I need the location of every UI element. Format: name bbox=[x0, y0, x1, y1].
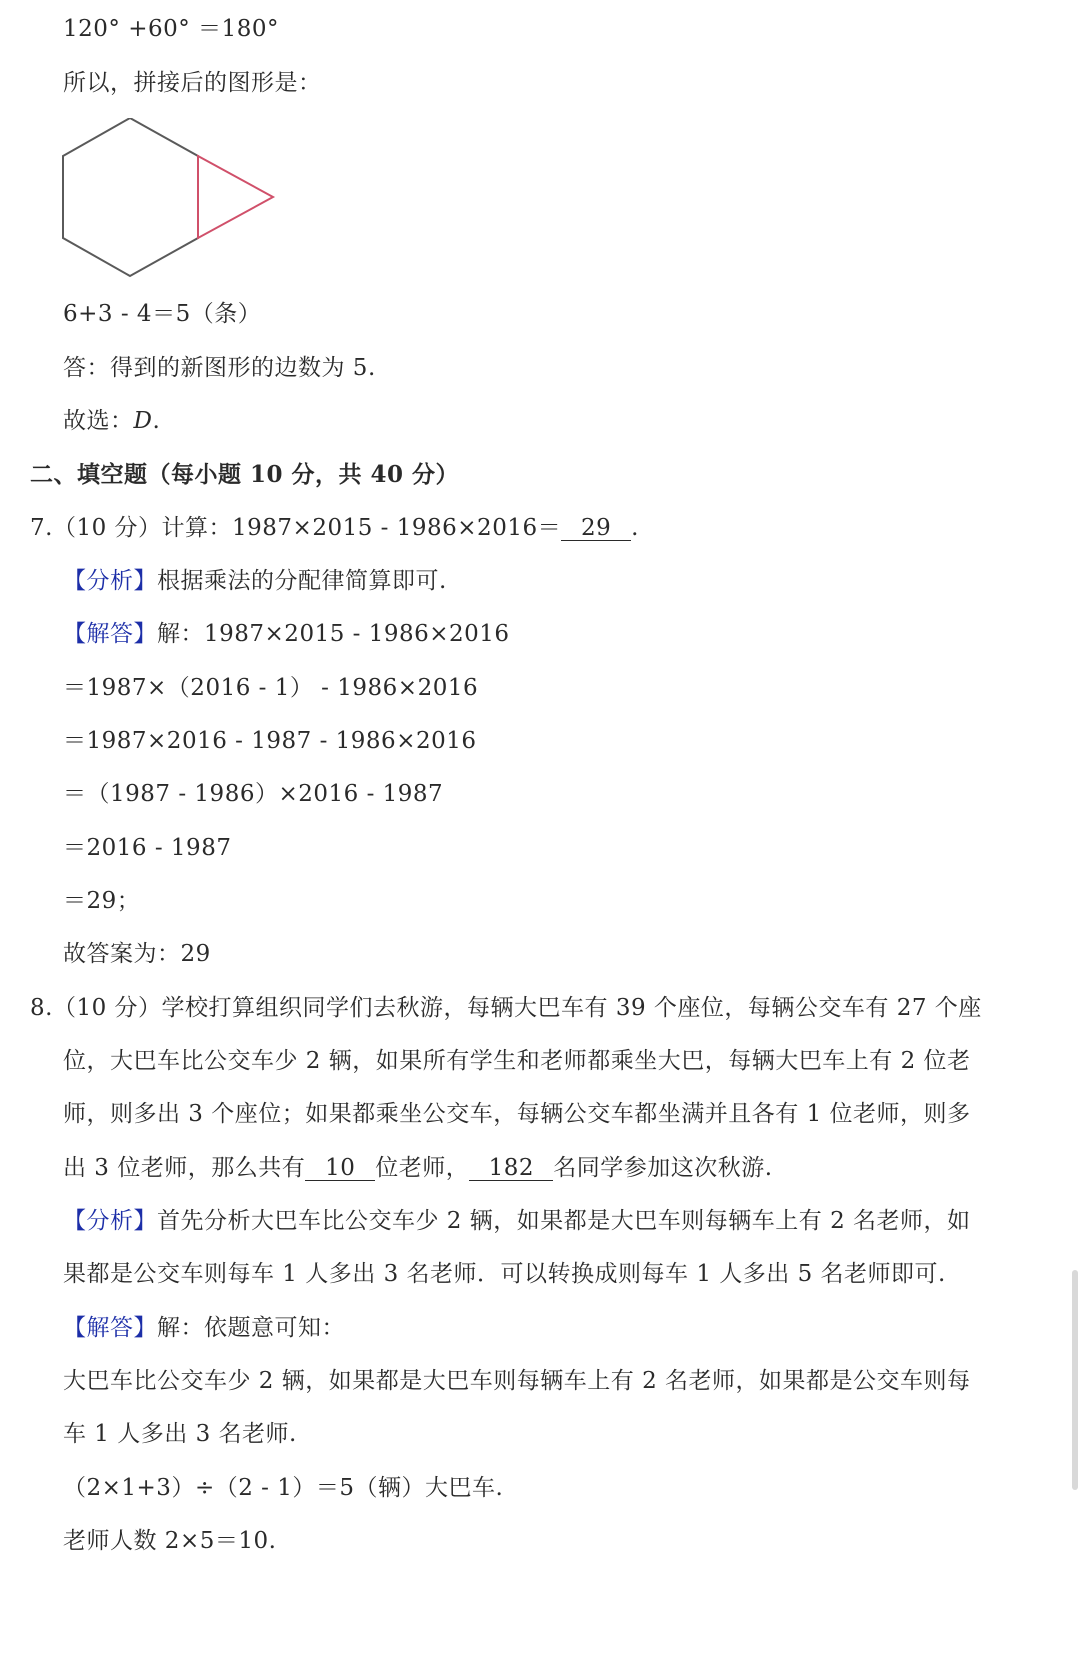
q8-analysis-text-1: 首先分析大巴车比公交车少 2 辆，如果都是大巴车则每辆车上有 2 名老师，如 bbox=[157, 1208, 971, 1234]
q8-line-4-a: 出 3 位老师，那么共有 bbox=[63, 1155, 306, 1181]
q8-solution-tag: 【解答】 bbox=[63, 1315, 157, 1341]
q7-step-5: ＝29； bbox=[63, 888, 141, 914]
q7-final: 故答案为：29 bbox=[63, 941, 211, 967]
q8-line-4-b: 位老师， bbox=[375, 1155, 470, 1181]
q8-blank-teachers: 10 bbox=[305, 1157, 375, 1181]
q7-analysis-tag: 【分析】 bbox=[63, 568, 157, 594]
q8-sol-1: 大巴车比公交车少 2 辆，如果都是大巴车则每辆车上有 2 名老师，如果都是公交车则每 bbox=[63, 1368, 971, 1394]
hexagon-shape bbox=[63, 118, 198, 276]
choose-value: D bbox=[133, 408, 153, 434]
q7-analysis-text: 根据乘法的分配律简算即可. bbox=[157, 568, 447, 594]
q7-step-3: ＝（1987 - 1986）×2016 - 1987 bbox=[63, 781, 444, 807]
q8-blank-students: 182 bbox=[469, 1157, 553, 1181]
q8-solution bbox=[63, 1317, 345, 1340]
q8-analysis-2: 果都是公交车则每车 1 人多出 3 名老师．可以转换成则每车 1 人多出 5 名老师即可. bbox=[63, 1261, 946, 1287]
q8-sol-3: （2×1+3）÷（2 - 1）＝5（辆）大巴车. bbox=[63, 1475, 504, 1501]
q8-line-2: 位，大巴车比公交车少 2 辆，如果所有学生和老师都乘坐大巴，每辆大巴车上有 2 位老 bbox=[63, 1048, 971, 1074]
choose-suffix: . bbox=[152, 408, 161, 434]
edge-calc-line: 6+3 - 4＝5（条） bbox=[63, 301, 262, 327]
q7-stem-prefix: 7.（10 分）计算：1987×2015 - 1986×2016＝ bbox=[30, 515, 562, 541]
q8-sol-2: 车 1 人多出 3 名老师. bbox=[63, 1421, 297, 1447]
q7-solution-text: 解：1987×2015 - 1986×2016 bbox=[157, 621, 510, 647]
q8-sol-4: 老师人数 2×5＝10. bbox=[63, 1528, 277, 1554]
section-title: 二、填空题（每小题 10 分，共 40 分） bbox=[30, 461, 460, 488]
q8-line-4 bbox=[63, 1157, 773, 1181]
choose-prefix: 故选： bbox=[63, 408, 134, 434]
q8-analysis-1 bbox=[63, 1210, 971, 1233]
shape-intro-line: 所以，拼接后的图形是： bbox=[63, 70, 322, 96]
q7-step-2: ＝1987×2016 - 1987 - 1986×2016 bbox=[63, 728, 477, 754]
q7-step-4: ＝2016 - 1987 bbox=[63, 835, 232, 861]
q7-solution-tag: 【解答】 bbox=[63, 621, 157, 647]
q8-line-4-c: 名同学参加这次秋游. bbox=[553, 1155, 773, 1181]
q7-step-1: ＝1987×（2016 - 1） - 1986×2016 bbox=[63, 675, 479, 701]
angle-sum-line: 120° +60° ＝180° bbox=[63, 16, 279, 42]
q8-solution-text: 解：依题意可知： bbox=[157, 1315, 345, 1341]
q7-analysis bbox=[63, 570, 447, 593]
hexagon-triangle-figure bbox=[58, 118, 288, 288]
q7-solution bbox=[63, 623, 510, 646]
q7-stem bbox=[30, 517, 639, 541]
q8-line-1: 8.（10 分）学校打算组织同学们去秋游，每辆大巴车有 39 个座位，每辆公交车有 27 个座 bbox=[30, 995, 982, 1021]
edge-answer-line: 答：得到的新图形的边数为 5. bbox=[63, 355, 376, 381]
q7-answer-blank: 29 bbox=[561, 517, 631, 541]
triangle-shape bbox=[198, 156, 273, 238]
q8-analysis-tag: 【分析】 bbox=[63, 1208, 157, 1234]
q7-stem-suffix: . bbox=[631, 515, 639, 541]
choose-line bbox=[63, 410, 160, 433]
q8-line-3: 师，则多出 3 个座位；如果都乘坐公交车，每辆公交车都坐满并且各有 1 位老师，则多 bbox=[63, 1101, 971, 1127]
scrollbar-thumb[interactable] bbox=[1072, 1270, 1078, 1490]
